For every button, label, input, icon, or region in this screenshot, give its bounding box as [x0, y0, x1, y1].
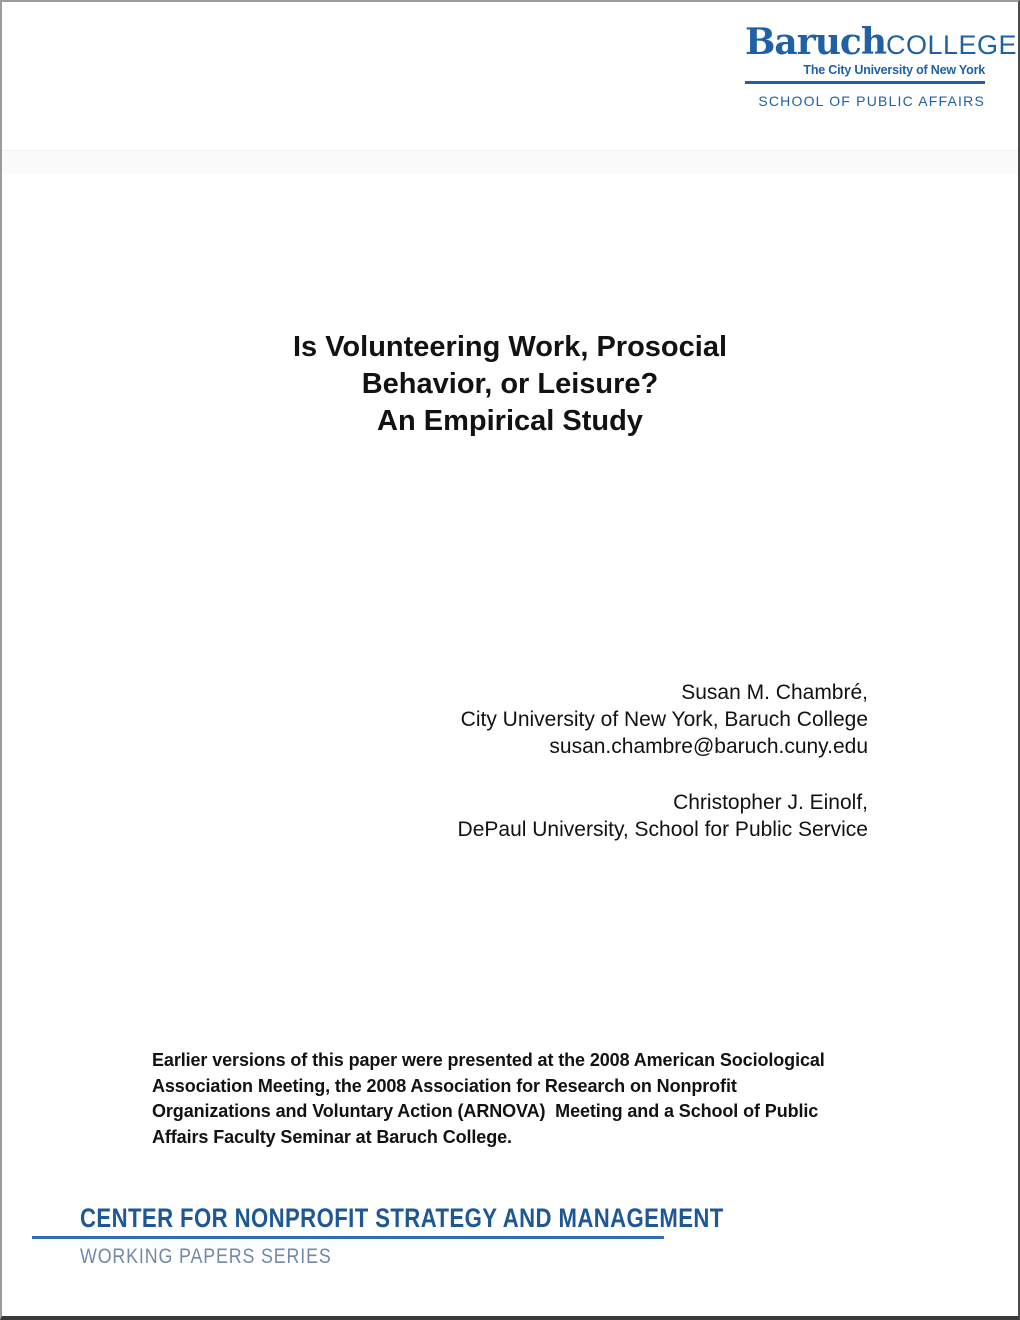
paper-title [2, 329, 1018, 440]
logo-divider-rule [745, 81, 985, 84]
author-1-email: susan.chambre@baruch.cuny.edu [549, 735, 868, 758]
logo-college-text: COLLEGE [886, 30, 1018, 60]
paper-title-line-3: An Empirical Study [377, 405, 643, 437]
baruch-college-logo [745, 21, 1018, 109]
footer-branding [2, 1204, 865, 1269]
scan-shading-band [2, 150, 1018, 175]
author-section [458, 679, 868, 843]
logo-baruch-text: Baruch [745, 21, 886, 63]
author-block-2 [458, 789, 868, 843]
author-1-name: Susan M. Chambré, [681, 681, 868, 704]
logo-cuny-tagline: The City University of New York [803, 63, 985, 77]
paper-title-line-1: Is Volunteering Work, Prosocial [292, 331, 728, 363]
footer-center-name: CENTER FOR NONPROFIT STRATEGY AND MANAGEMENT [80, 1203, 724, 1233]
author-1-affiliation: City University of New York, Baruch College [460, 708, 868, 731]
author-block-1 [458, 679, 868, 760]
logo-school-name: SCHOOL OF PUBLIC AFFAIRS [758, 93, 985, 109]
logo-wordmark [745, 21, 1018, 63]
footer-divider-rule [32, 1236, 664, 1239]
author-2-name: Christopher J. Einolf, [673, 791, 868, 814]
paper-title-line-2: Behavior, or Leisure? [361, 368, 659, 400]
footnote-line-3: Organizations and Voluntary Action (ARNOVA) Meeting and a School of Public [152, 1101, 819, 1121]
acknowledgment-footnote [152, 1048, 825, 1150]
footer-series-name: WORKING PAPERS SERIES [80, 1245, 332, 1268]
footnote-line-4: Affairs Faculty Seminar at Baruch College. [152, 1126, 512, 1147]
footnote-line-2: Association Meeting, the 2008 Association for Research on Nonprofit [152, 1075, 737, 1096]
footnote-line-1: Earlier versions of this paper were presented at the 2008 American Sociological [152, 1050, 825, 1070]
author-2-affiliation: DePaul University, School for Public Service [457, 818, 868, 841]
